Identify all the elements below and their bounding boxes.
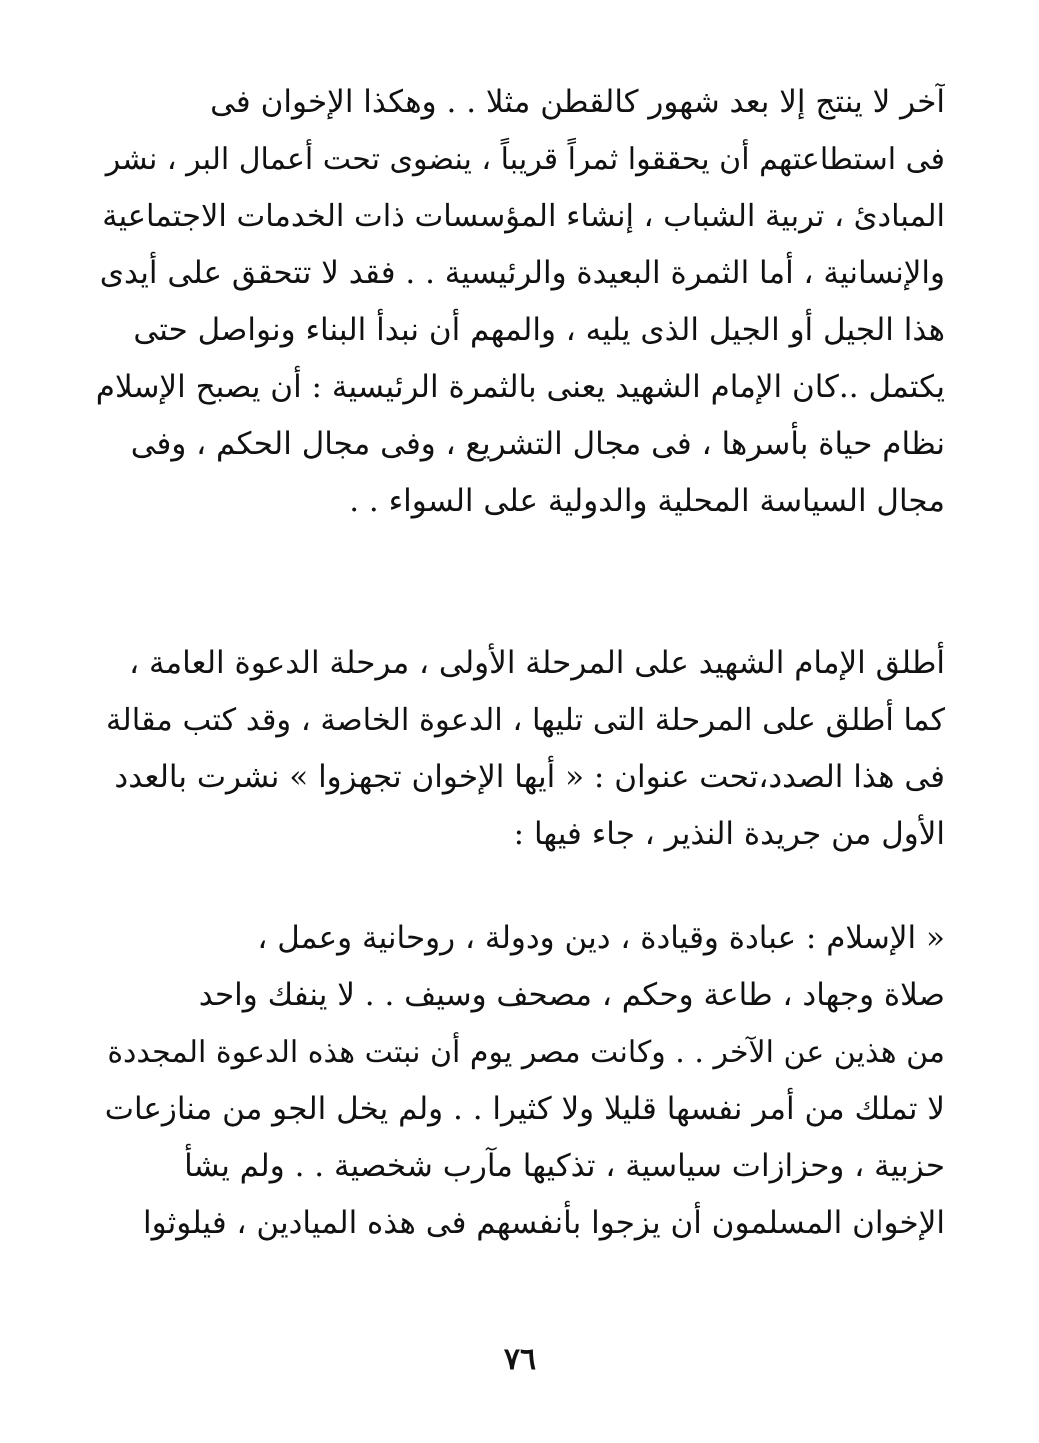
text-line: لا تملك من أمر نفسها قليلا ولا كثيرا . . ولم يخل الجو من منازعات: [104, 1091, 945, 1127]
paragraph-2: [95, 635, 945, 863]
text-line: فى هذا الصدد،تحت عنوان : « أيها الإخوان تجهزوا » نشرت بالعدد: [114, 759, 945, 795]
text-line: « الإسلام : عبادة وقيادة ، دين ودولة ، روحانية وعمل ،: [257, 920, 945, 956]
text-line: نظام حياة بأسرها ، فى مجال التشريع ، وفى مجال الحكم ، وفى: [130, 426, 945, 462]
text-line: يكتمل ..كان الإمام الشهيد يعنى بالثمرة الرئيسية : أن يصبح الإسلام: [95, 369, 945, 405]
text-line: أطلق الإمام الشهيد على المرحلة الأولى ، مرحلة الدعوة العامة ،: [129, 645, 945, 681]
text-line: حزبية ، وحزازات سياسية ، تذكيها مآرب شخصية . . ولم يشأ: [184, 1148, 945, 1184]
page-number: ٧٦: [503, 1342, 537, 1377]
text-line: آخر لا ينتج إلا بعد شهور كالقطن مثلا . . وهكذا الإخوان فى: [210, 84, 945, 120]
text-line: من هذين عن الآخر . . وكانت مصر يوم أن نبتت هذه الدعوة المجددة: [107, 1035, 945, 1070]
text-line: صلاة وجهاد ، طاعة وحكم ، مصحف وسيف . . لا ينفك واحد: [198, 977, 945, 1013]
text-line: والإنسانية ، أما الثمرة البعيدة والرئيسية . . فقد لا تتحقق على أيدى: [99, 255, 945, 291]
text-line: فى استطاعتهم أن يحققوا ثمراً قريباً ، ينضوى تحت أعمال البر ، نشر: [105, 142, 945, 177]
text-line: هذا الجيل أو الجيل الذى يليه ، والمهم أن نبدأ البناء ونواصل حتى: [133, 312, 945, 348]
text-line: الأول من جريدة النذير ، جاء فيها :: [513, 816, 945, 852]
paragraph-3-quote: [95, 910, 945, 1252]
text-line: كما أطلق على المرحلة التى تليها ، الدعوة الخاصة ، وقد كتب مقالة: [106, 703, 945, 738]
text-line: الإخوان المسلمون أن يزجوا بأنفسهم فى هذه الميادين ، فيلوثوا: [142, 1205, 945, 1241]
text-line: المبادئ ، تربية الشباب ، إنشاء المؤسسات ذات الخدمات الاجتماعية: [102, 199, 945, 234]
text-line: مجال السياسة المحلية والدولية على السواء . .: [349, 483, 945, 519]
paragraph-1: [95, 74, 945, 530]
